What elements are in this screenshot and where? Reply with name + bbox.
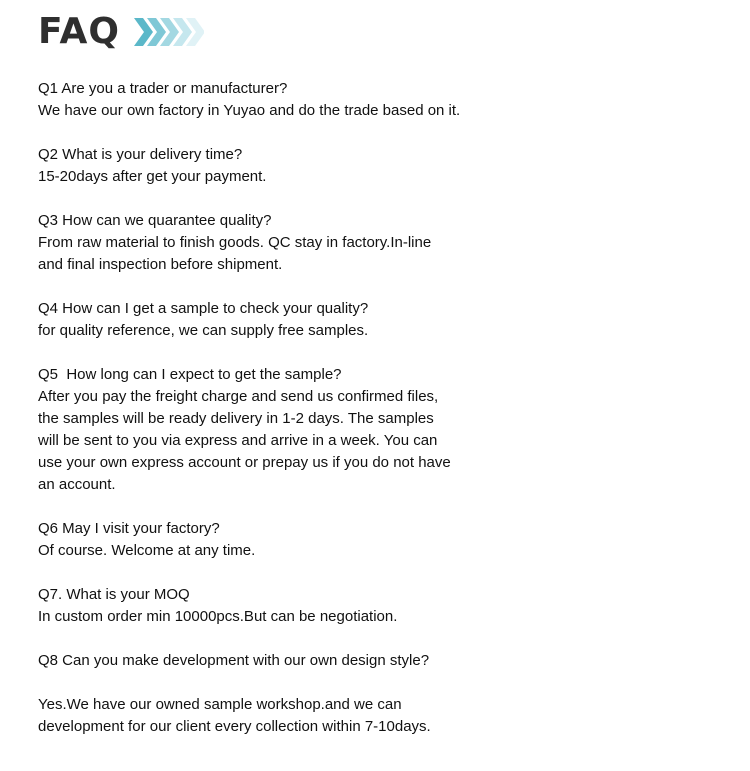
faq-answer-line: an account. [38,476,116,493]
chevrons-decoration-icon [132,15,204,49]
faq-question: Q4 How can I get a sample to check your quality? [38,300,369,317]
faq-list [38,78,718,760]
faq-item-q2 [38,144,718,188]
faq-item-q5 [38,364,718,496]
faq-item-q3 [38,210,718,276]
faq-answer-line: After you pay the freight charge and send us confirmed files, [38,388,439,405]
faq-item-q1 [38,78,718,122]
faq-answer-line: Of course. Welcome at any time. [38,542,256,559]
faq-header [38,12,204,52]
faq-answer-line: In custom order min 10000pcs.But can be negotiation. [38,608,398,625]
faq-item-q7 [38,584,718,628]
faq-answer-line: Yes.We have our owned sample workshop.and we can [38,696,402,713]
faq-item-q8 [38,650,718,672]
faq-item-q4 [38,298,718,342]
faq-item-q6 [38,518,718,562]
faq-answer-line: the samples will be ready delivery in 1-2 days. The samples [38,410,434,427]
faq-question: Q3 How can we quarantee quality? [38,212,272,229]
faq-answer-line: 15-20days after get your payment. [38,168,267,185]
faq-question: Q2 What is your delivery time? [38,146,243,163]
faq-answer-line: From raw material to finish goods. QC stay in factory.In-line [38,234,432,251]
page-title: FAQ [38,11,120,52]
faq-item-q8-answer [38,694,718,738]
faq-answer-line: will be sent to you via express and arrive in a week. You can [38,432,438,449]
faq-question: Q6 May I visit your factory? [38,520,220,537]
faq-question: Q5 How long can I expect to get the sample? [38,366,342,383]
faq-answer-line: development for our client every collection within 7-10days. [38,718,431,735]
faq-question: Q8 Can you make development with our own design style? [38,652,430,669]
faq-answer-line: for quality reference, we can supply free samples. [38,322,369,339]
faq-answer-line: We have our own factory in Yuyao and do the trade based on it. [38,102,461,119]
faq-question: Q7. What is your MOQ [38,586,190,603]
faq-answer-line: and final inspection before shipment. [38,256,283,273]
faq-answer-line: use your own express account or prepay us if you do not have [38,454,451,471]
faq-question: Q1 Are you a trader or manufacturer? [38,80,288,97]
